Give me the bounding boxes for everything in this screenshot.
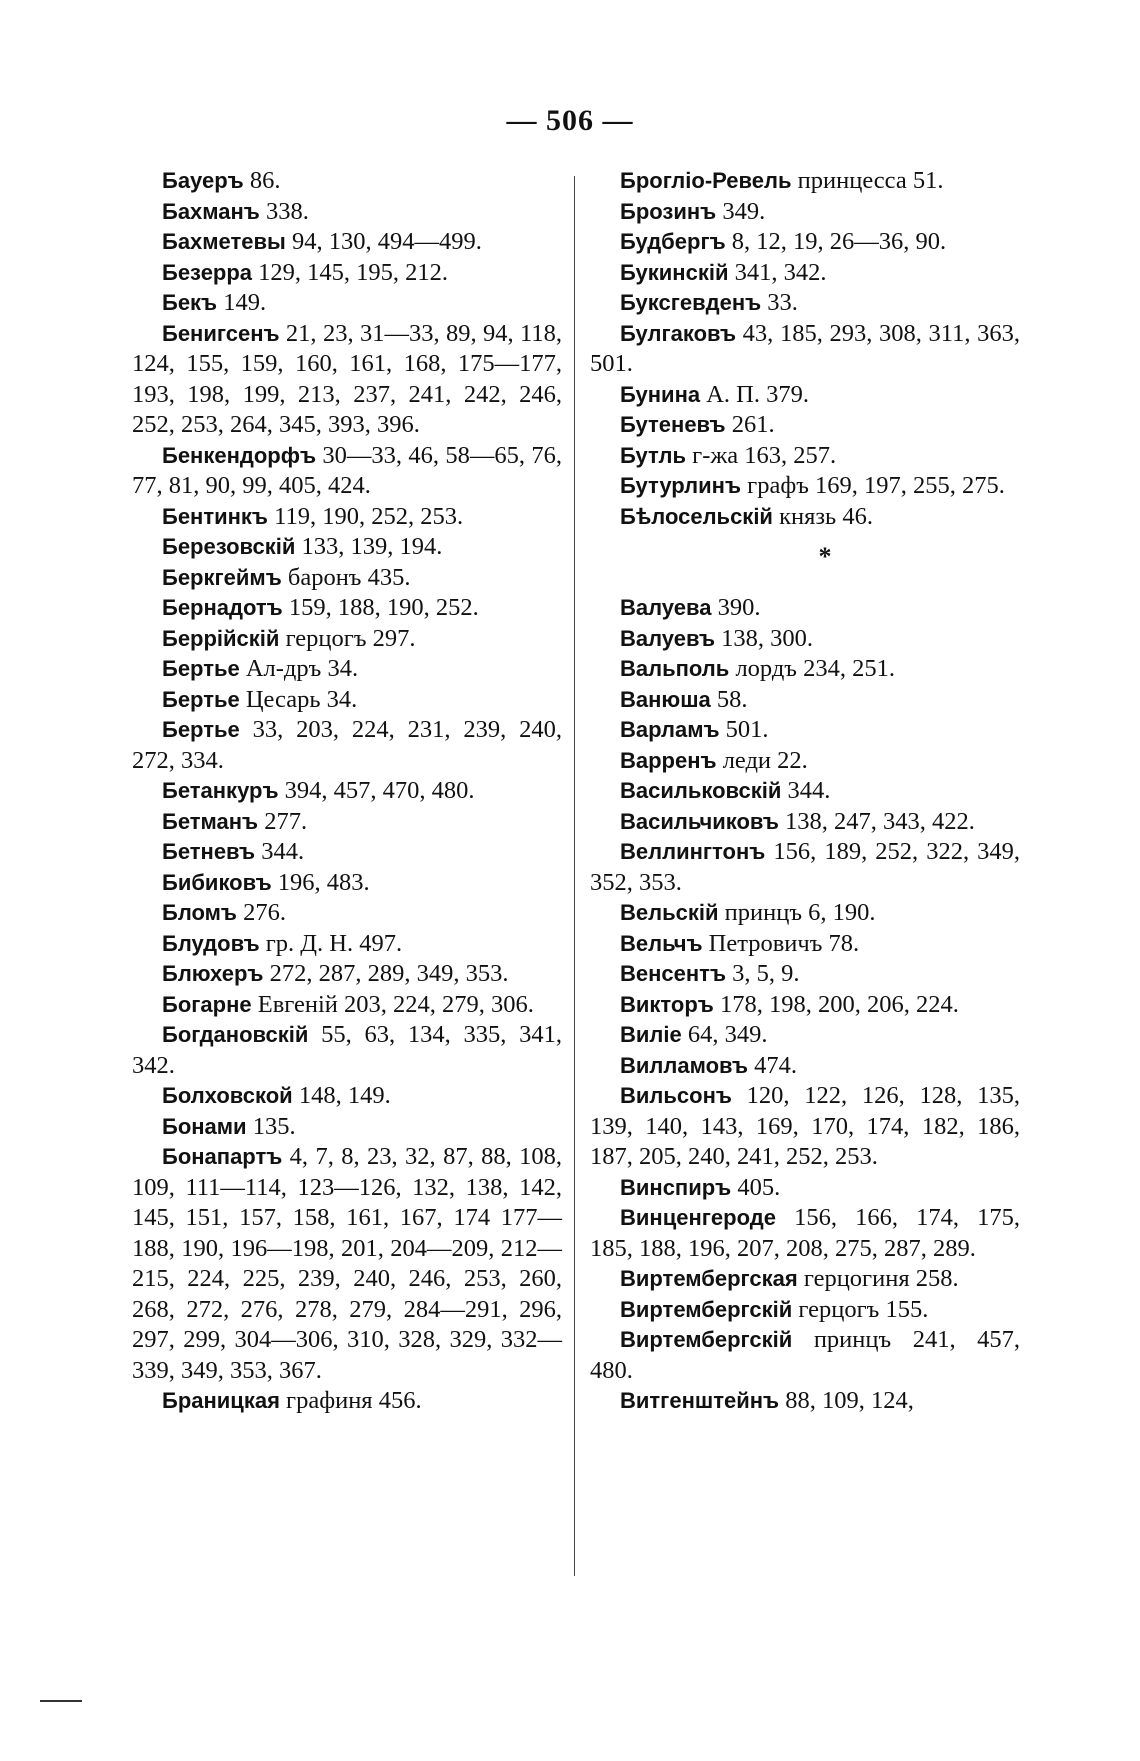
entry-name: Винспиръ (620, 1174, 732, 1200)
entry-page-refs: 277. (258, 807, 308, 835)
entry-page-refs: 8, 12, 19, 26—36, 90. (725, 228, 947, 255)
entry-name: Беркгеймъ (162, 564, 282, 590)
entry-page-refs: 138, 247, 343, 422. (778, 807, 975, 835)
entry-name: Будбергъ (620, 229, 726, 254)
entry-page-refs: 43, 185, 293, 308, 311, 363, 501. (590, 319, 1020, 377)
index-entry (590, 1386, 1020, 1417)
index-entry (590, 715, 1020, 746)
entry-page-refs: герцогиня 258. (797, 1265, 959, 1292)
entry-page-refs: 138, 300. (715, 624, 814, 652)
entry-name: Валуева (620, 595, 712, 620)
entry-name: Ванюша (620, 686, 711, 712)
entry-name: Богдановскій (162, 1022, 309, 1047)
index-section-v (590, 593, 1020, 1417)
index-entry (132, 959, 562, 990)
entry-page-refs: князь 46. (772, 502, 873, 530)
entry-page-refs: 33, 203, 224, 231, 239, 240, 272, 334. (132, 716, 562, 774)
index-entry (132, 1081, 562, 1112)
entry-page-refs: 88, 109, 124, (779, 1387, 914, 1414)
entry-name: Бернадотъ (162, 595, 283, 620)
entry-page-refs: 344. (781, 777, 831, 804)
entry-name: Булгаковъ (620, 320, 737, 346)
index-entry (590, 197, 1020, 228)
entry-page-refs: 338. (259, 197, 309, 225)
entry-page-refs: 276. (236, 899, 286, 926)
index-entry (590, 1264, 1020, 1295)
entry-page-refs: 58. (710, 685, 748, 713)
entry-name: Витгенштейнъ (620, 1388, 780, 1413)
index-entry (590, 258, 1020, 289)
entry-page-refs: 133, 139, 194. (295, 533, 443, 560)
entry-page-refs: принцъ 241, 457, 480. (590, 1326, 1020, 1384)
entry-name: Валуевъ (620, 625, 716, 651)
entry-page-refs: 405. (731, 1173, 781, 1201)
entry-page-refs: принцъ 6, 190. (718, 899, 876, 926)
index-entry (590, 1295, 1020, 1326)
entry-page-refs: 261. (725, 411, 775, 438)
index-entry (590, 441, 1020, 472)
entry-name: Бѣлосельскій (620, 503, 773, 529)
entry-name: Блюхеръ (162, 961, 264, 986)
entry-page-refs: баронъ 435. (281, 563, 411, 591)
index-entry (132, 715, 562, 776)
entry-page-refs: 30—33, 46, 58—65, 76, 77, 81, 90, 99, 405, 424. (132, 441, 562, 499)
index-entry (590, 959, 1020, 990)
index-entry (132, 1142, 562, 1386)
entry-name: Варламъ (620, 717, 720, 742)
entry-name: Бенкендорфъ (162, 442, 316, 468)
index-entry (132, 258, 562, 289)
index-entry (590, 807, 1020, 838)
entry-page-refs: 119, 190, 252, 253. (267, 502, 464, 530)
index-entry (132, 1112, 562, 1143)
index-entry (590, 471, 1020, 502)
index-entry (590, 227, 1020, 258)
index-entry (132, 166, 562, 197)
margin-mark (40, 1700, 82, 1702)
index-entry (132, 1020, 562, 1081)
entry-name: Брогліо-Ревель (620, 168, 792, 193)
entry-page-refs: 349. (716, 197, 766, 225)
entry-page-refs: герцогъ 155. (792, 1295, 929, 1323)
entry-name: Венсентъ (620, 961, 726, 986)
entry-name: Вилламовъ (620, 1052, 749, 1078)
entry-name: Бутль (620, 442, 687, 468)
index-entry (132, 319, 562, 441)
entry-name: Безерра (162, 259, 253, 285)
entry-name: Бекъ (162, 290, 218, 315)
index-entry (132, 868, 562, 899)
index-entry (590, 1325, 1020, 1386)
entry-name: Бертье (162, 656, 240, 681)
entry-page-refs: 196, 483. (271, 868, 370, 896)
entry-name: Викторъ (620, 991, 714, 1017)
index-entry (132, 532, 562, 563)
entry-name: Виліе (620, 1022, 682, 1047)
index-entry (132, 837, 562, 868)
entry-name: Бонапартъ (162, 1144, 283, 1169)
index-entry (590, 837, 1020, 898)
index-section-b (590, 166, 1020, 532)
entry-name: Васильчиковъ (620, 808, 779, 834)
index-entry (590, 1203, 1020, 1264)
entry-page-refs: 135. (246, 1112, 296, 1140)
index-entry (132, 898, 562, 929)
index-entry (132, 563, 562, 594)
index-entry (132, 502, 562, 533)
entry-page-refs: 501. (719, 716, 769, 743)
entry-page-refs: Евгеній 203, 224, 279, 306. (251, 990, 534, 1018)
index-entry (132, 990, 562, 1021)
entry-page-refs: 120, 122, 126, 128, 135, 139, 140, 143, 169, 170, 174, 182, 186, 187, 205, 240, 241, 252, 253. (590, 1082, 1020, 1170)
index-entry (132, 593, 562, 624)
entry-name: Бентинкъ (162, 503, 268, 529)
index-entry (590, 990, 1020, 1021)
index-entry (132, 807, 562, 838)
entry-name: Бутеневъ (620, 412, 726, 437)
entry-page-refs: принцесса 51. (791, 167, 944, 194)
index-column-right (590, 166, 1020, 1417)
index-entry (132, 929, 562, 960)
entry-page-refs: 4, 7, 8, 23, 32, 87, 88, 108, 109, 111—114, 123—126, 132, 138, 142, 145, 151, 157, 158, 161, 167, 174 177—188, 190, 196—198, 201, 204—209, 212—215, 224, 225, 239, 240, 246, 253, 260, 268, 272, 276, 278, 279, 284—291, 296, 297, 299, 304—306, 310, 328, 329, 332—339, 349, 353, 367. (132, 1143, 562, 1384)
entry-page-refs: леди 22. (716, 746, 808, 774)
entry-page-refs: гр. Д. Н. 497. (259, 929, 403, 957)
entry-name: Вальполь (620, 656, 730, 681)
index-entry (132, 654, 562, 685)
index-entry (590, 654, 1020, 685)
entry-name: Бертье (162, 686, 240, 712)
entry-name: Брозинъ (620, 198, 717, 224)
entry-page-refs: Ал-дръ 34. (239, 655, 359, 682)
entry-page-refs: 33. (761, 289, 798, 316)
index-entry (132, 1386, 562, 1417)
entry-name: Богарне (162, 991, 252, 1017)
entry-page-refs: 159, 188, 190, 252. (282, 594, 479, 621)
entry-page-refs: 148, 149. (292, 1082, 391, 1109)
entry-name: Васильковскій (620, 778, 782, 803)
entry-name: Бертье (162, 717, 240, 742)
entry-name: Бибиковъ (162, 869, 272, 895)
index-entry (132, 776, 562, 807)
entry-page-refs: 178, 198, 200, 206, 224. (713, 990, 959, 1018)
entry-name: Вильсонъ (620, 1083, 732, 1108)
entry-name: Бауеръ (162, 168, 244, 193)
entry-page-refs: герцогъ 297. (279, 624, 416, 652)
entry-name: Болховской (162, 1083, 293, 1108)
entry-page-refs: 394, 457, 470, 480. (278, 777, 475, 804)
index-entry (590, 685, 1020, 716)
entry-name: Бахметевы (162, 229, 286, 254)
index-column-left (132, 166, 562, 1417)
entry-name: Бунина (620, 381, 701, 407)
entry-name: Виртембергская (620, 1266, 798, 1291)
page-number: — 506 — (506, 104, 634, 137)
index-entry (132, 197, 562, 228)
entry-name: Буксгевденъ (620, 290, 762, 315)
index-entry (590, 1081, 1020, 1173)
entry-name: Вельскій (620, 900, 719, 925)
entry-name: Бетанкуръ (162, 778, 279, 803)
entry-page-refs: А. П. 379. (700, 380, 809, 408)
entry-name: Бетневъ (162, 839, 256, 864)
index-entry (590, 593, 1020, 624)
index-entry (590, 166, 1020, 197)
entry-name: Бенигсенъ (162, 320, 280, 346)
index-entry (590, 380, 1020, 411)
entry-name: Виртембергскій (620, 1296, 793, 1322)
entry-page-refs: 21, 23, 31—33, 89, 94, 118, 124, 155, 159, 160, 161, 168, 175—177, 193, 198, 199, 213, 237, 241, 242, 246, 252, 253, 264, 345, 393, 396. (132, 319, 562, 438)
index-entry (132, 624, 562, 655)
entry-page-refs: 149. (217, 289, 267, 316)
entry-page-refs: 156, 166, 174, 175, 185, 188, 196, 207, 208, 275, 287, 289. (590, 1204, 1020, 1262)
entry-name: Винценгероде (620, 1205, 776, 1230)
entry-name: Букинскій (620, 259, 729, 285)
entry-page-refs: 341, 342. (728, 258, 827, 286)
entry-name: Бахманъ (162, 198, 260, 224)
section-separator: * (818, 542, 832, 571)
entry-page-refs: графиня 456. (279, 1387, 422, 1414)
entry-name: Виртембергскій (620, 1327, 793, 1352)
entry-page-refs: 94, 130, 494—499. (285, 228, 482, 255)
entry-name: Веллингтонъ (620, 839, 766, 864)
entry-page-refs: 86. (243, 167, 281, 194)
entry-page-refs: 3, 5, 9. (725, 960, 800, 987)
index-entry (590, 288, 1020, 319)
index-entry (132, 441, 562, 502)
index-entry (590, 1173, 1020, 1204)
entry-page-refs: Цесарь 34. (239, 685, 358, 713)
index-entry (590, 410, 1020, 441)
index-entry (590, 776, 1020, 807)
entry-name: Браницкая (162, 1388, 280, 1413)
entry-name: Вельчъ (620, 930, 703, 956)
entry-name: Бетманъ (162, 808, 259, 834)
entry-page-refs: 272, 287, 289, 349, 353. (263, 960, 509, 987)
entry-name: Березовскій (162, 534, 296, 559)
entry-page-refs: Петровичъ 78. (702, 929, 860, 957)
index-entry (590, 624, 1020, 655)
entry-page-refs: лордъ 234, 251. (729, 655, 895, 682)
index-entry (590, 929, 1020, 960)
entry-page-refs: г-жа 163, 257. (686, 441, 837, 469)
entry-name: Варренъ (620, 747, 717, 773)
entry-name: Блудовъ (162, 930, 260, 956)
entry-name: Бонами (162, 1113, 247, 1139)
index-entry (132, 288, 562, 319)
index-entry (590, 898, 1020, 929)
index-entry (590, 746, 1020, 777)
index-entry (132, 227, 562, 258)
entry-name: Бломъ (162, 900, 237, 925)
entry-page-refs: 55, 63, 134, 335, 341, 342. (132, 1021, 562, 1079)
index-entry (590, 1051, 1020, 1082)
index-entry (132, 685, 562, 716)
entry-page-refs: 474. (748, 1051, 798, 1079)
index-entry (590, 1020, 1020, 1051)
entry-page-refs: 156, 189, 252, 322, 349, 352, 353. (590, 838, 1020, 896)
entry-page-refs: 129, 145, 195, 212. (252, 258, 449, 286)
entry-page-refs: 390. (711, 594, 761, 621)
entry-page-refs: графъ 169, 197, 255, 275. (741, 472, 1005, 499)
index-entry (590, 319, 1020, 380)
column-divider (574, 176, 575, 1576)
entry-name: Бутурлинъ (620, 473, 742, 498)
entry-name: Беррійскій (162, 625, 280, 651)
index-entry (590, 502, 1020, 533)
entry-page-refs: 64, 349. (681, 1021, 768, 1048)
entry-page-refs: 344. (255, 838, 305, 865)
